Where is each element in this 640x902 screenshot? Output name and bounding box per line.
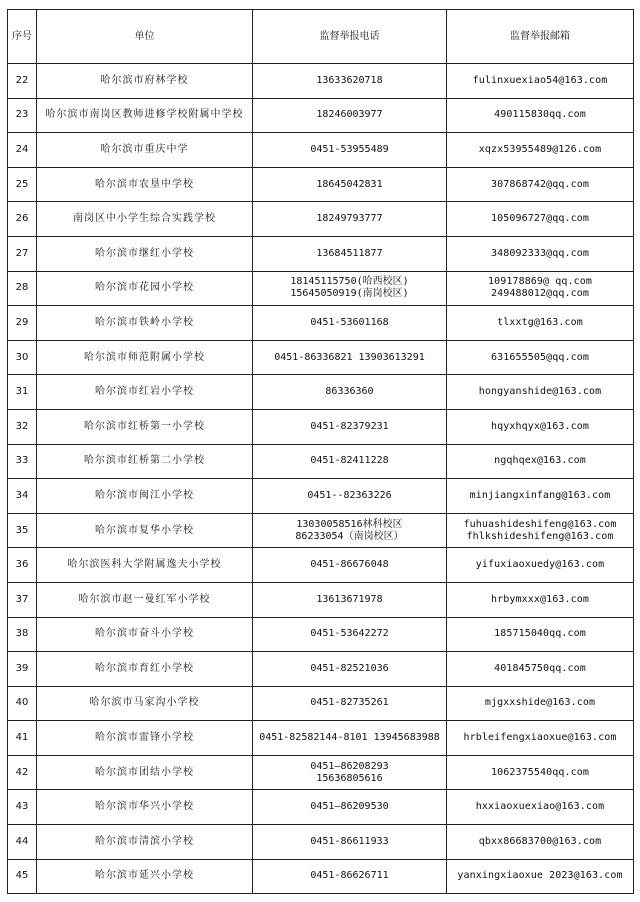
- table-row: [8, 444, 634, 479]
- cell-phone-line: 18246003977: [316, 109, 383, 121]
- cell-email-line: 185715040qq.com: [494, 628, 586, 640]
- cell-phone-line: 18645042831: [316, 178, 383, 190]
- table-row: [8, 271, 634, 306]
- cell-email-line: fhlkshideshifeng@163.com: [466, 530, 614, 542]
- cell-unit: 哈尔滨市红桥第一小学校: [37, 409, 253, 444]
- cell-email: [447, 582, 634, 617]
- cell-phone-line: 0451-82521036: [310, 662, 389, 674]
- cell-email: [447, 825, 634, 860]
- cell-email-line: 105096727@qq.com: [491, 213, 589, 225]
- table-row: [8, 202, 634, 237]
- cell-seq: 34: [8, 479, 37, 514]
- cell-phone: [253, 202, 447, 237]
- cell-unit: 哈尔滨市铁岭小学校: [37, 306, 253, 341]
- cell-phone: [253, 444, 447, 479]
- cell-seq: 45: [8, 859, 37, 894]
- cell-email: [447, 271, 634, 306]
- cell-email-line: fuhuashideshifeng@163.com: [463, 518, 617, 530]
- cell-email-line: 1062375540qq.com: [491, 766, 589, 778]
- cell-phone: [253, 340, 447, 375]
- cell-unit: 哈尔滨市继红小学校: [37, 236, 253, 271]
- cell-unit: 哈尔滨市府林学校: [37, 64, 253, 99]
- cell-email-line: 307868742@qq.com: [491, 178, 589, 190]
- cell-phone-line: 18249793777: [316, 213, 383, 225]
- cell-phone-line: 0451-86626711: [310, 870, 389, 882]
- cell-email: [447, 859, 634, 894]
- cell-phone-line: 0451—86209530: [310, 801, 389, 813]
- cell-seq: 22: [8, 64, 37, 99]
- cell-email: [447, 548, 634, 583]
- table-row: [8, 340, 634, 375]
- cell-phone-line: 13613671978: [316, 593, 383, 605]
- table-row: [8, 859, 634, 894]
- cell-seq: 44: [8, 825, 37, 860]
- cell-phone: [253, 825, 447, 860]
- table-row: [8, 409, 634, 444]
- table-row: [8, 167, 634, 202]
- cell-unit: 哈尔滨市红桥第二小学校: [37, 444, 253, 479]
- table-row: [8, 64, 634, 99]
- cell-email: [447, 98, 634, 133]
- cell-email-line: 109178869@ qq.com: [487, 276, 593, 288]
- table-row: [8, 652, 634, 687]
- cell-seq: 42: [8, 755, 37, 790]
- cell-phone-line: 0451-86611933: [310, 835, 389, 847]
- cell-unit: 哈尔滨市南岗区教师进修学校附属中学校: [37, 98, 253, 133]
- table-row: [8, 755, 634, 790]
- cell-seq: 33: [8, 444, 37, 479]
- cell-phone-line: 18145115750(哈西校区): [290, 276, 409, 288]
- cell-email-line: minjiangxinfang@163.com: [469, 489, 611, 501]
- table-row: [8, 306, 634, 341]
- cell-unit: 哈尔滨市师范附属小学校: [37, 340, 253, 375]
- supervision-contact-table: [7, 9, 634, 894]
- cell-phone: [253, 513, 447, 548]
- cell-unit: 哈尔滨市马家沟小学校: [37, 686, 253, 721]
- cell-phone-line: 0451-82735261: [310, 697, 389, 709]
- cell-email-line: hongyanshide@163.com: [478, 386, 602, 398]
- cell-seq: 36: [8, 548, 37, 583]
- table-row: [8, 133, 634, 168]
- table-row: [8, 513, 634, 548]
- cell-phone-line: 13030058516林科校区: [296, 518, 403, 530]
- cell-email: [447, 375, 634, 410]
- cell-email-line: yanxingxiaoxue 2023@163.com: [457, 870, 623, 882]
- cell-phone-line: 0451-82582144-8101 13945683988: [259, 732, 440, 744]
- table-row: [8, 617, 634, 652]
- cell-phone-line: 13633620718: [316, 74, 383, 86]
- cell-phone-line: 0451—86208293: [310, 760, 389, 772]
- cell-seq: 38: [8, 617, 37, 652]
- cell-phone: [253, 271, 447, 306]
- table-row: [8, 790, 634, 825]
- cell-seq: 23: [8, 98, 37, 133]
- cell-email-line: tlxxtg@163.com: [497, 316, 583, 328]
- cell-phone-line: 13684511877: [316, 247, 383, 259]
- cell-phone-line: 0451-86336821 13903613291: [274, 351, 425, 363]
- cell-phone-line: 0451-82379231: [310, 420, 389, 432]
- cell-seq: 30: [8, 340, 37, 375]
- cell-phone: [253, 548, 447, 583]
- cell-seq: 29: [8, 306, 37, 341]
- cell-phone-line: 0451-53642272: [310, 628, 389, 640]
- cell-unit: 哈尔滨市花园小学校: [37, 271, 253, 306]
- cell-phone: [253, 98, 447, 133]
- cell-email-line: 490115830qq.com: [494, 109, 586, 121]
- cell-unit: 哈尔滨市育红小学校: [37, 652, 253, 687]
- cell-phone: [253, 236, 447, 271]
- cell-phone-line: 86336360: [325, 386, 374, 398]
- cell-phone-line: 15645050919(南岗校区): [290, 288, 409, 300]
- cell-phone: [253, 790, 447, 825]
- cell-phone: [253, 133, 447, 168]
- cell-seq: 40: [8, 686, 37, 721]
- cell-phone: [253, 755, 447, 790]
- cell-email: [447, 686, 634, 721]
- cell-phone: [253, 479, 447, 514]
- cell-email-line: yifuxiaoxuedy@163.com: [475, 559, 605, 571]
- cell-seq: 27: [8, 236, 37, 271]
- cell-email: [447, 790, 634, 825]
- cell-email: [447, 133, 634, 168]
- cell-unit: 哈尔滨市复华小学校: [37, 513, 253, 548]
- cell-email-line: ngqhqex@163.com: [494, 455, 586, 467]
- cell-email-line: hqyxhqyx@163.com: [491, 420, 589, 432]
- table-row: [8, 825, 634, 860]
- cell-email: [447, 652, 634, 687]
- header-phone: 监督举报电话: [253, 10, 447, 64]
- cell-seq: 37: [8, 582, 37, 617]
- cell-seq: 43: [8, 790, 37, 825]
- table-body: [8, 64, 634, 894]
- cell-phone: [253, 375, 447, 410]
- header-email: 监督举报邮箱: [447, 10, 634, 64]
- cell-unit: 哈尔滨市团结小学校: [37, 755, 253, 790]
- cell-seq: 24: [8, 133, 37, 168]
- cell-email-line: 631655505@qq.com: [491, 351, 589, 363]
- cell-phone-line: 0451--82363226: [307, 489, 392, 501]
- cell-email-line: xqzx53955489@126.com: [478, 143, 602, 155]
- table-row: [8, 582, 634, 617]
- cell-unit: 南岗区中小学生综合实践学校: [37, 202, 253, 237]
- table-row: [8, 548, 634, 583]
- cell-seq: 41: [8, 721, 37, 756]
- cell-phone: [253, 306, 447, 341]
- cell-seq: 26: [8, 202, 37, 237]
- cell-email-line: 348092333@qq.com: [491, 247, 589, 259]
- cell-phone: [253, 582, 447, 617]
- header-unit: 单位: [37, 10, 253, 64]
- cell-unit: 哈尔滨市清滨小学校: [37, 825, 253, 860]
- cell-email: [447, 444, 634, 479]
- cell-phone: [253, 617, 447, 652]
- cell-phone-line: 86233054（南岗校区）: [295, 530, 404, 542]
- cell-email-line: fulinxuexiao54@163.com: [472, 74, 608, 86]
- cell-email-line: mjgxxshide@163.com: [484, 697, 596, 709]
- cell-seq: 35: [8, 513, 37, 548]
- cell-seq: 28: [8, 271, 37, 306]
- cell-email-line: 401845750qq.com: [494, 662, 586, 674]
- cell-phone: [253, 686, 447, 721]
- cell-phone: [253, 859, 447, 894]
- cell-email-line: hxxiaoxuexiao@163.com: [475, 801, 605, 813]
- cell-email: [447, 306, 634, 341]
- cell-unit: 哈尔滨市赵一曼红军小学校: [37, 582, 253, 617]
- cell-email: [447, 513, 634, 548]
- cell-email: [447, 617, 634, 652]
- cell-unit: 哈尔滨市红岩小学校: [37, 375, 253, 410]
- cell-phone-line: 0451-82411228: [310, 455, 389, 467]
- cell-phone-line: 0451-86676048: [310, 559, 389, 571]
- cell-phone: [253, 721, 447, 756]
- cell-unit: 哈尔滨市华兴小学校: [37, 790, 253, 825]
- cell-email: [447, 64, 634, 99]
- cell-unit: 哈尔滨市奋斗小学校: [37, 617, 253, 652]
- table-row: [8, 236, 634, 271]
- cell-email: [447, 167, 634, 202]
- cell-seq: 25: [8, 167, 37, 202]
- cell-seq: 31: [8, 375, 37, 410]
- cell-email-line: hrbleifengxiaoxue@163.com: [463, 732, 617, 744]
- cell-email: [447, 340, 634, 375]
- header-seq: 序号: [8, 10, 37, 64]
- cell-unit: 哈尔滨医科大学附属逸夫小学校: [37, 548, 253, 583]
- cell-unit: 哈尔滨市雷锋小学校: [37, 721, 253, 756]
- cell-unit: 哈尔滨市闽江小学校: [37, 479, 253, 514]
- cell-email: [447, 236, 634, 271]
- cell-email: [447, 202, 634, 237]
- cell-email: [447, 479, 634, 514]
- cell-phone-line: 15636805616: [316, 772, 383, 784]
- cell-email-line: hrbymxxx@163.com: [491, 593, 589, 605]
- cell-phone: [253, 409, 447, 444]
- table-header-row: [8, 10, 634, 64]
- cell-seq: 39: [8, 652, 37, 687]
- cell-phone-line: 0451-53955489: [310, 143, 389, 155]
- table-row: [8, 375, 634, 410]
- table-row: [8, 98, 634, 133]
- table-row: [8, 721, 634, 756]
- cell-seq: 32: [8, 409, 37, 444]
- cell-unit: 哈尔滨市重庆中学: [37, 133, 253, 168]
- cell-phone: [253, 167, 447, 202]
- cell-unit: 哈尔滨市延兴小学校: [37, 859, 253, 894]
- cell-phone: [253, 652, 447, 687]
- cell-email: [447, 409, 634, 444]
- cell-unit: 哈尔滨市农垦中学校: [37, 167, 253, 202]
- cell-phone: [253, 64, 447, 99]
- cell-email-line: qbxx86683700@163.com: [478, 835, 602, 847]
- cell-email: [447, 755, 634, 790]
- table-row: [8, 686, 634, 721]
- table-row: [8, 479, 634, 514]
- cell-phone-line: 0451-53601168: [310, 316, 389, 328]
- cell-email-line: 249488012@qq.com: [491, 288, 589, 300]
- cell-email: [447, 721, 634, 756]
